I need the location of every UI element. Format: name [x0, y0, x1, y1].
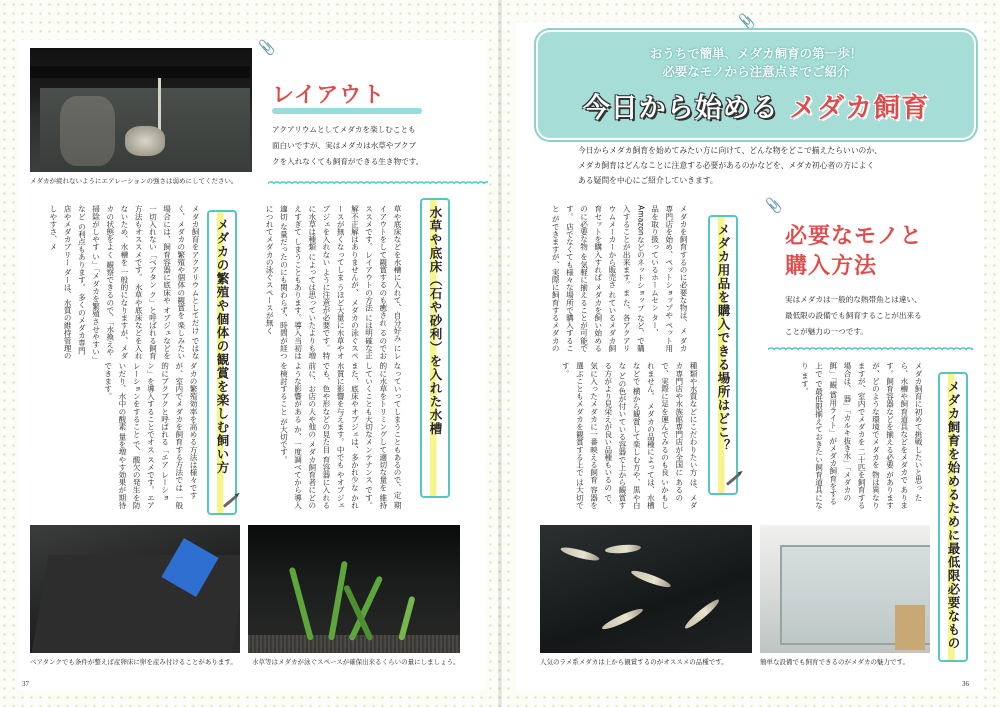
- text-line: がありますが、どのような環境でメダカを: [871, 362, 895, 509]
- text-line: ように注意が必要です。特に水草は種類: [307, 205, 331, 360]
- text-line: た、各アクアリウムメーカーから販売さ: [607, 205, 632, 352]
- text-line: あるので、実際に足を運んでみるのも良: [660, 362, 684, 502]
- text-line: 草や底床などを水槽に入れて、自分好み: [393, 205, 402, 342]
- needs-section-title: [785, 222, 923, 282]
- text-line: 維持していくことも大切なメンテナンス: [364, 362, 388, 509]
- text-line: 種類や水質などにこだわりたい方: [689, 362, 698, 476]
- text-line: 多くのメダカ専門店やメダカブリー: [63, 205, 87, 355]
- text-line: によっては思っていたよりも増えすぎて: [293, 205, 317, 360]
- intro-text: [578, 143, 882, 188]
- text-line: うほど大量に水草やオブジェを入れない: [321, 205, 346, 360]
- text-line: など、で購入することが出来ます。ま: [622, 205, 646, 353]
- needs-body-line: 実はメダカは一般的な熱帯魚とは違い、: [785, 295, 922, 304]
- text-line: にレイアウトをして観賞するのも癒され: [378, 205, 402, 360]
- breeding-text-lower: [80, 362, 200, 512]
- intro-line: ある疑問を中心にご紹介していきます。: [578, 176, 718, 185]
- text-line: どの色が付いている容器で上から観賞す: [617, 372, 627, 509]
- substrate-text-lower: [254, 362, 404, 512]
- minimum-needs-text: [765, 362, 925, 512]
- right-page-number: 36: [962, 680, 969, 688]
- intro-line: 今日からメダカ飼育を始めてみたい方に向けて、どんな物をどこで揃えたらいいのか、: [578, 146, 882, 155]
- text-line: メダカを飼い始めるのに必要な物: [579, 205, 603, 352]
- text-line: メダカの品種によっては、水槽などで: [632, 362, 656, 509]
- banner-title-main: 今日から始める: [582, 93, 779, 124]
- layout-body-line: アクアリウムとしてメダカを楽しむことも: [272, 125, 416, 134]
- text-line: 期的に水草をトリミングして適切な量を: [378, 362, 402, 509]
- banner-subtitle-2: 必要なモノから注意点までご紹介: [662, 64, 850, 79]
- text-line: で、気に入ったメダカに一番映える飼育: [589, 362, 613, 509]
- text-line: ダカの繁殖効率を高める方法は様々です: [189, 362, 198, 499]
- text-line: 水草や底床などを入れないため、水槽を: [119, 205, 144, 360]
- substrate-tank-heading: 水草や底床（石や砂利）を入れた水槽: [420, 198, 450, 498]
- breeding-text-upper: [42, 205, 202, 360]
- binder-clip-icon: 📎: [738, 14, 756, 30]
- simple-setup-photo: [760, 525, 930, 653]
- needs-title-line: 購入方法: [785, 254, 878, 279]
- text-line: い」「メダカを繁殖させやすい」など: [77, 205, 101, 360]
- needs-body-line: 最低限の設備でも飼育することが出来る: [785, 311, 922, 320]
- text-line: メダカの泳ぐスペースが無くなってしま: [336, 205, 360, 360]
- text-line: ク」と呼ばれる飼育方法もオススメです。: [134, 205, 158, 360]
- left-page-number: 37: [22, 680, 29, 688]
- page-gutter: [498, 0, 502, 707]
- text-line: で最低限揃えておきたい飼育道具になり: [800, 362, 824, 509]
- text-line: ではなく、メダカの繁殖や個体の観賞を: [176, 205, 200, 360]
- text-line: スメです。エアレーションをすること: [132, 362, 156, 509]
- planted-tank-caption: 水草等はメダカが泳ぐスペースが確保出来るくらいの量にしましょう。: [252, 659, 460, 666]
- layout-section-title: レイアウト: [272, 83, 386, 108]
- wavy-divider: [268, 180, 488, 186]
- text-line: 観察できるので、「水換えや掃除がしやす: [91, 205, 115, 356]
- text-line: 器」「カルキ抜き水」「メダカの餌」「観: [828, 362, 852, 502]
- text-line: かれ水質に影響を与えます。中でも: [336, 362, 360, 509]
- text-line: 賞用ライト」がメダカ飼育をする上で: [814, 362, 838, 506]
- substrate-text-upper: [254, 205, 404, 360]
- banner-subtitle-1: おうちで簡単、メダカ飼育の第一歩！: [649, 46, 863, 61]
- intro-line: メダカ飼育はどんなことに注意する必要があるのかなどを、メダカ初心者の方によく: [578, 161, 875, 170]
- text-line: あります。飼育容器などを揃える必要: [885, 362, 909, 509]
- text-line: は、メダカ専門店や水族館専門店が全国に: [674, 362, 698, 509]
- text-line: か、一度調べてから導入を検討すること: [279, 362, 303, 509]
- text-line: 量を増やす効果が期待できます。: [103, 362, 127, 509]
- text-line: 物は異なりますが、室内でメダカを: [857, 362, 881, 509]
- text-line: には明確な正解不正解はありませんが、: [350, 205, 374, 360]
- where-to-buy-heading: メダカ用品を購入できる場所はどこ？: [708, 215, 738, 495]
- text-line: 楽しみたい場合には、飼育容器に底床や: [162, 205, 186, 360]
- text-line: メダカ飼育者にどのような影響がある: [293, 362, 317, 509]
- medaka-fish-photo: [540, 525, 752, 653]
- text-line: なっていってしまうこともあるので、定: [393, 362, 402, 499]
- text-line: 容器を選ぶこともメダカを観賞する上で: [575, 362, 599, 509]
- needs-body-line: ことが魅力の一つです。: [785, 327, 868, 336]
- text-line: ペット用品を取り扱っているホームセン: [650, 205, 674, 352]
- title-banner: [536, 30, 976, 140]
- text-line: メダカ飼育をアクアリウムとしてだけ: [191, 205, 200, 335]
- needs-title-line: 必要なモノと: [785, 224, 923, 249]
- text-line: を気軽に揃えることが可能です。: [565, 205, 589, 352]
- text-line: な量だったのにも関わらず、時間が経つ: [279, 222, 289, 360]
- text-line: れているメダカ飼育セットを購入すれば: [593, 205, 617, 352]
- where-to-buy-text-lower: [540, 362, 700, 512]
- text-line: 育容器に入れる前に、お店の人や他の: [307, 362, 331, 509]
- layout-section-body: [272, 122, 423, 170]
- aeration-photo: [30, 48, 252, 172]
- text-line: 店でなくても様々な場所で購入すること: [551, 205, 575, 352]
- text-line: いかもしれません。: [646, 362, 670, 509]
- text-line: ダカ専門店を始め、ペットショップや: [664, 205, 688, 352]
- text-line: につれてメダカの泳ぐスペースが無く: [265, 205, 275, 335]
- bare-tank-caption: ベアタンクでも条件が整えば産卵床に卵を産み付けることがあります。: [30, 659, 237, 666]
- text-line: たら、水槽や飼育道具などをメダカで: [899, 362, 923, 502]
- text-line: の利点もあります。: [77, 222, 87, 292]
- text-line: メダカを飼育するのに必要な物は、メ: [679, 205, 688, 335]
- text-line: 二十匹を飼育する場合は、: [842, 362, 867, 509]
- text-line: は大切です。: [561, 362, 585, 509]
- text-line: ます。: [800, 372, 810, 395]
- layout-body-line: クを入れなくても飼育ができる生き物です。: [272, 157, 424, 166]
- text-line: る方がより見栄えが良い品種もいるの: [603, 362, 613, 492]
- text-line: です。: [364, 486, 374, 509]
- text-line: オブジェなどを一切入れない「ベアタン: [148, 205, 172, 360]
- text-line: ター、Amazonなどのネットショップ: [636, 205, 660, 337]
- breeding-heading: メダカの繁殖や個体の観賞を楽しむ飼い方: [207, 210, 237, 515]
- text-line: ダーは、水質の維持管理のしやすさ、メ: [48, 205, 73, 360]
- text-line: で、酸欠の発生を防いだり、水中の酸素: [117, 362, 142, 509]
- where-to-buy-text-upper: [540, 205, 690, 355]
- text-line: やオブジェでも、色や形などの見た目: [321, 362, 346, 509]
- top-photo-caption: メダカが疲れないようにエアレーションの強さは弱めにしてください。: [30, 178, 238, 185]
- text-line: が大切です。: [279, 417, 289, 464]
- text-line: るのでおススメです。レイアウトの方法: [364, 205, 388, 360]
- text-line: メダカ飼育に初めて挑戦したいと思っ: [914, 362, 923, 492]
- text-line: レーション」を導入することでオス: [146, 362, 170, 502]
- bare-tank-photo: [30, 525, 240, 653]
- minimum-needs-heading: メダカ飼育を始めるために最低限必要なもの: [938, 372, 968, 662]
- title-underline: [272, 108, 422, 114]
- layout-body-line: 面白いですが、実はメダカは水草やブクブ: [272, 141, 417, 150]
- text-line: 一般的にブクブクと呼ばれる「エア: [160, 362, 184, 509]
- paperclip-icon: 📎: [258, 40, 276, 56]
- wavy-divider: [768, 346, 973, 352]
- banner-title-accent: メダカ飼育: [789, 93, 930, 124]
- simple-setup-caption: 簡単な設備でも飼育できるのがメダカの魅力です。: [760, 659, 909, 666]
- text-line: しまうこともあります。導入当初は適切: [279, 205, 303, 360]
- text-line: が、室内でメダカを飼育する方法では: [174, 362, 184, 492]
- banner-title: [538, 86, 974, 125]
- planted-tank-photo: [248, 525, 460, 653]
- paperclip-icon: 📎: [765, 198, 783, 214]
- medaka-fish-caption: 人気のラメ系メダカは上から観賞するのがオススメの品種です。: [540, 659, 728, 666]
- text-line: また、底床やオブジェは、多かれ少な: [350, 362, 360, 492]
- text-line: ができますが、実際に飼育するメダカの: [551, 215, 561, 352]
- text-line: 一般的になりますが、メダカの状態をよく: [105, 205, 129, 360]
- needs-section-body: [785, 292, 922, 340]
- text-line: 横から観賞して楽しむ方や、黒や白な: [617, 362, 642, 509]
